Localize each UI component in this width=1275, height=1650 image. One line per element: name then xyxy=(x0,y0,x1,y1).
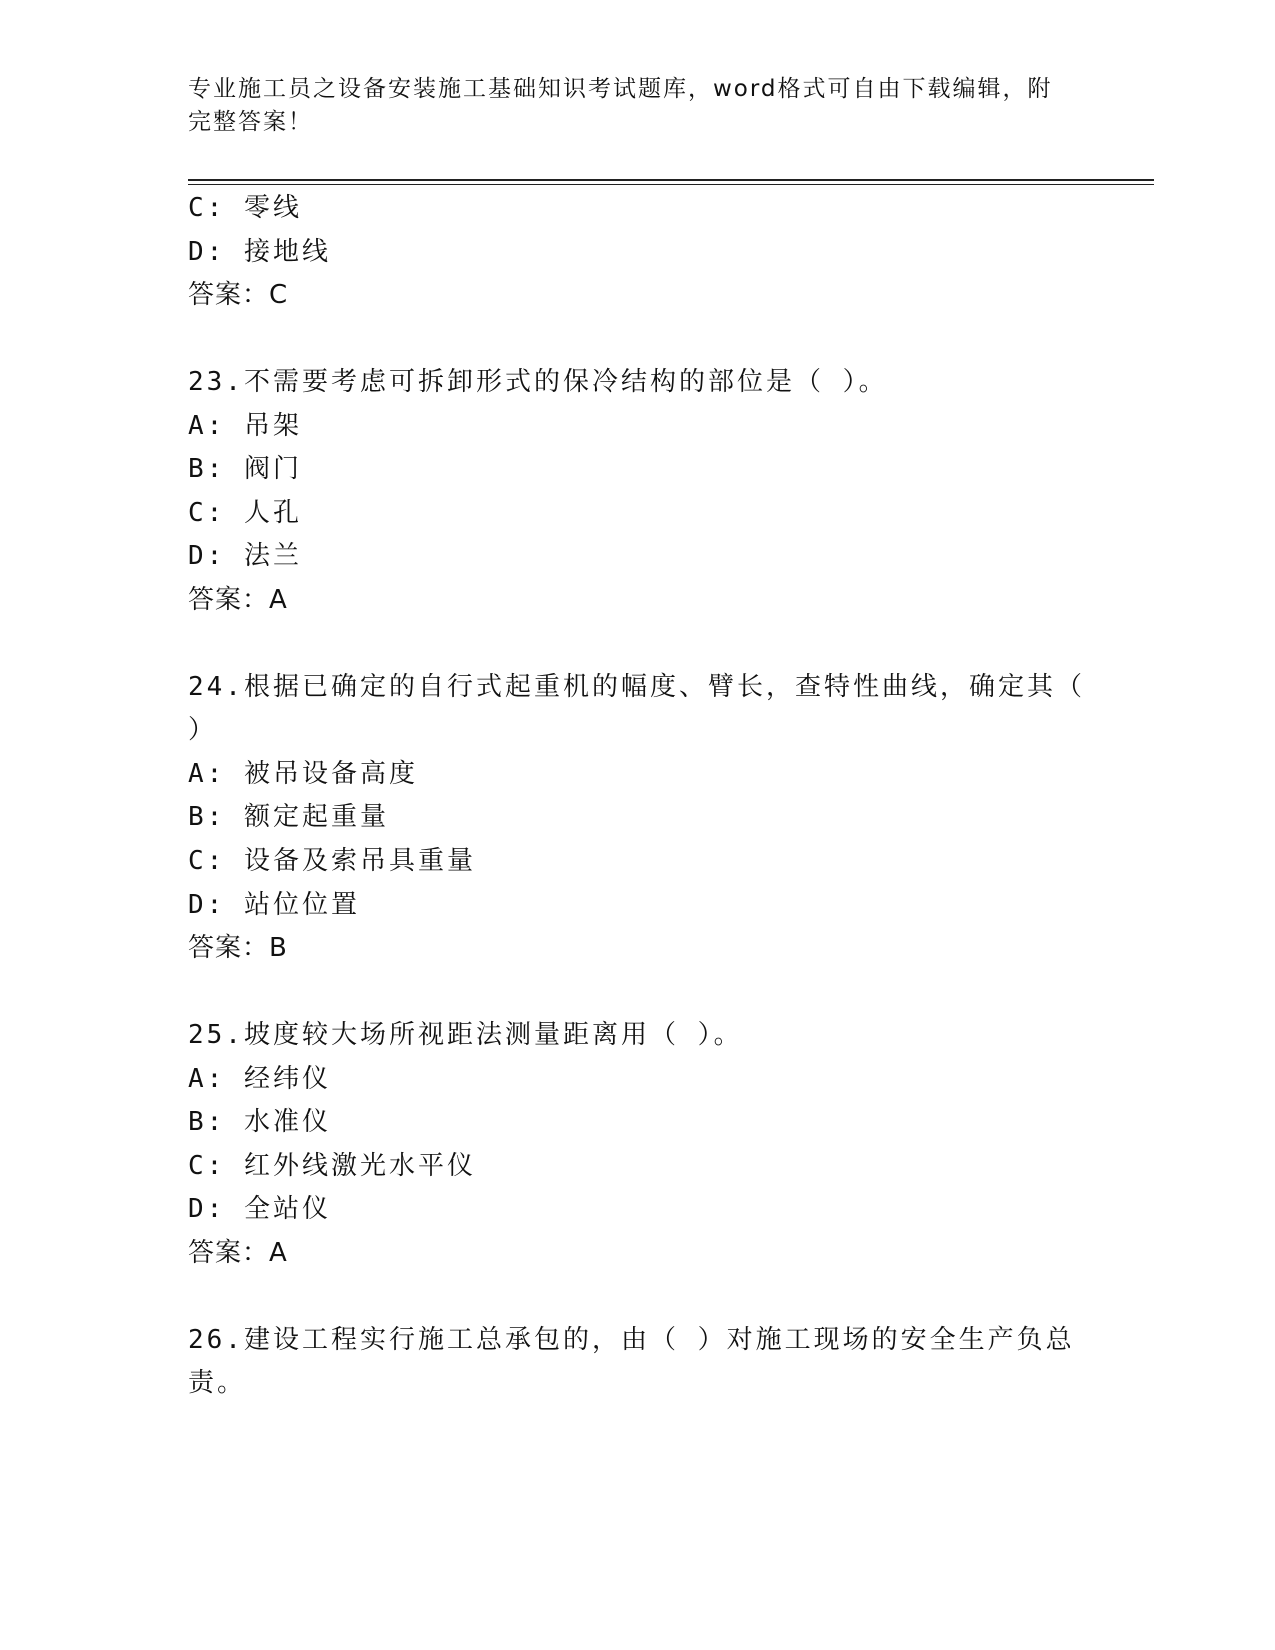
q22-option-c: C: 零线 xyxy=(188,193,302,223)
q25-option-c: C: 红外线激光水平仪 xyxy=(188,1151,476,1181)
q24-option-d: D: 站位位置 xyxy=(188,890,360,920)
q22-answer: 答案：C xyxy=(188,280,289,310)
q25-answer: 答案：A xyxy=(188,1238,288,1268)
q24-stem-line1: 24.根据已确定的自行式起重机的幅度、臂长，查特性曲线，确定其（ xyxy=(188,672,1085,702)
q23-option-c: C: 人孔 xyxy=(188,498,302,528)
q25-stem: 25.坡度较大场所视距法测量距离用（ ）。 xyxy=(188,1020,743,1050)
q26-stem-line1: 26.建设工程实行施工总承包的，由（ ）对施工现场的安全生产负总 xyxy=(188,1325,1075,1355)
q25-option-b: B: 水准仪 xyxy=(188,1107,331,1137)
header-divider-thin xyxy=(188,184,1154,185)
q26-stem-line2: 责。 xyxy=(188,1368,247,1398)
q23-option-d: D: 法兰 xyxy=(188,541,302,571)
q23-answer: 答案：A xyxy=(188,585,288,615)
q24-answer: 答案：B xyxy=(188,933,288,963)
q22-option-d: D: 接地线 xyxy=(188,237,331,267)
q24-option-b: B: 额定起重量 xyxy=(188,802,389,832)
q25-option-a: A: 经纬仪 xyxy=(188,1064,331,1094)
q23-stem: 23.不需要考虑可拆卸形式的保冷结构的部位是（ ）。 xyxy=(188,367,888,397)
q25-option-d: D: 全站仪 xyxy=(188,1194,331,1224)
page-header-text: 专业施工员之设备安装施工基础知识考试题库，word格式可自由下载编辑，附完整答案！ xyxy=(188,76,1053,135)
q24-stem-line2: ） xyxy=(188,715,218,745)
q24-option-c: C: 设备及索吊具重量 xyxy=(188,846,476,876)
q23-option-a: A: 吊架 xyxy=(188,411,302,441)
q24-option-a: A: 被吊设备高度 xyxy=(188,759,418,789)
header-divider-thick xyxy=(188,179,1154,181)
q23-option-b: B: 阀门 xyxy=(188,454,302,484)
